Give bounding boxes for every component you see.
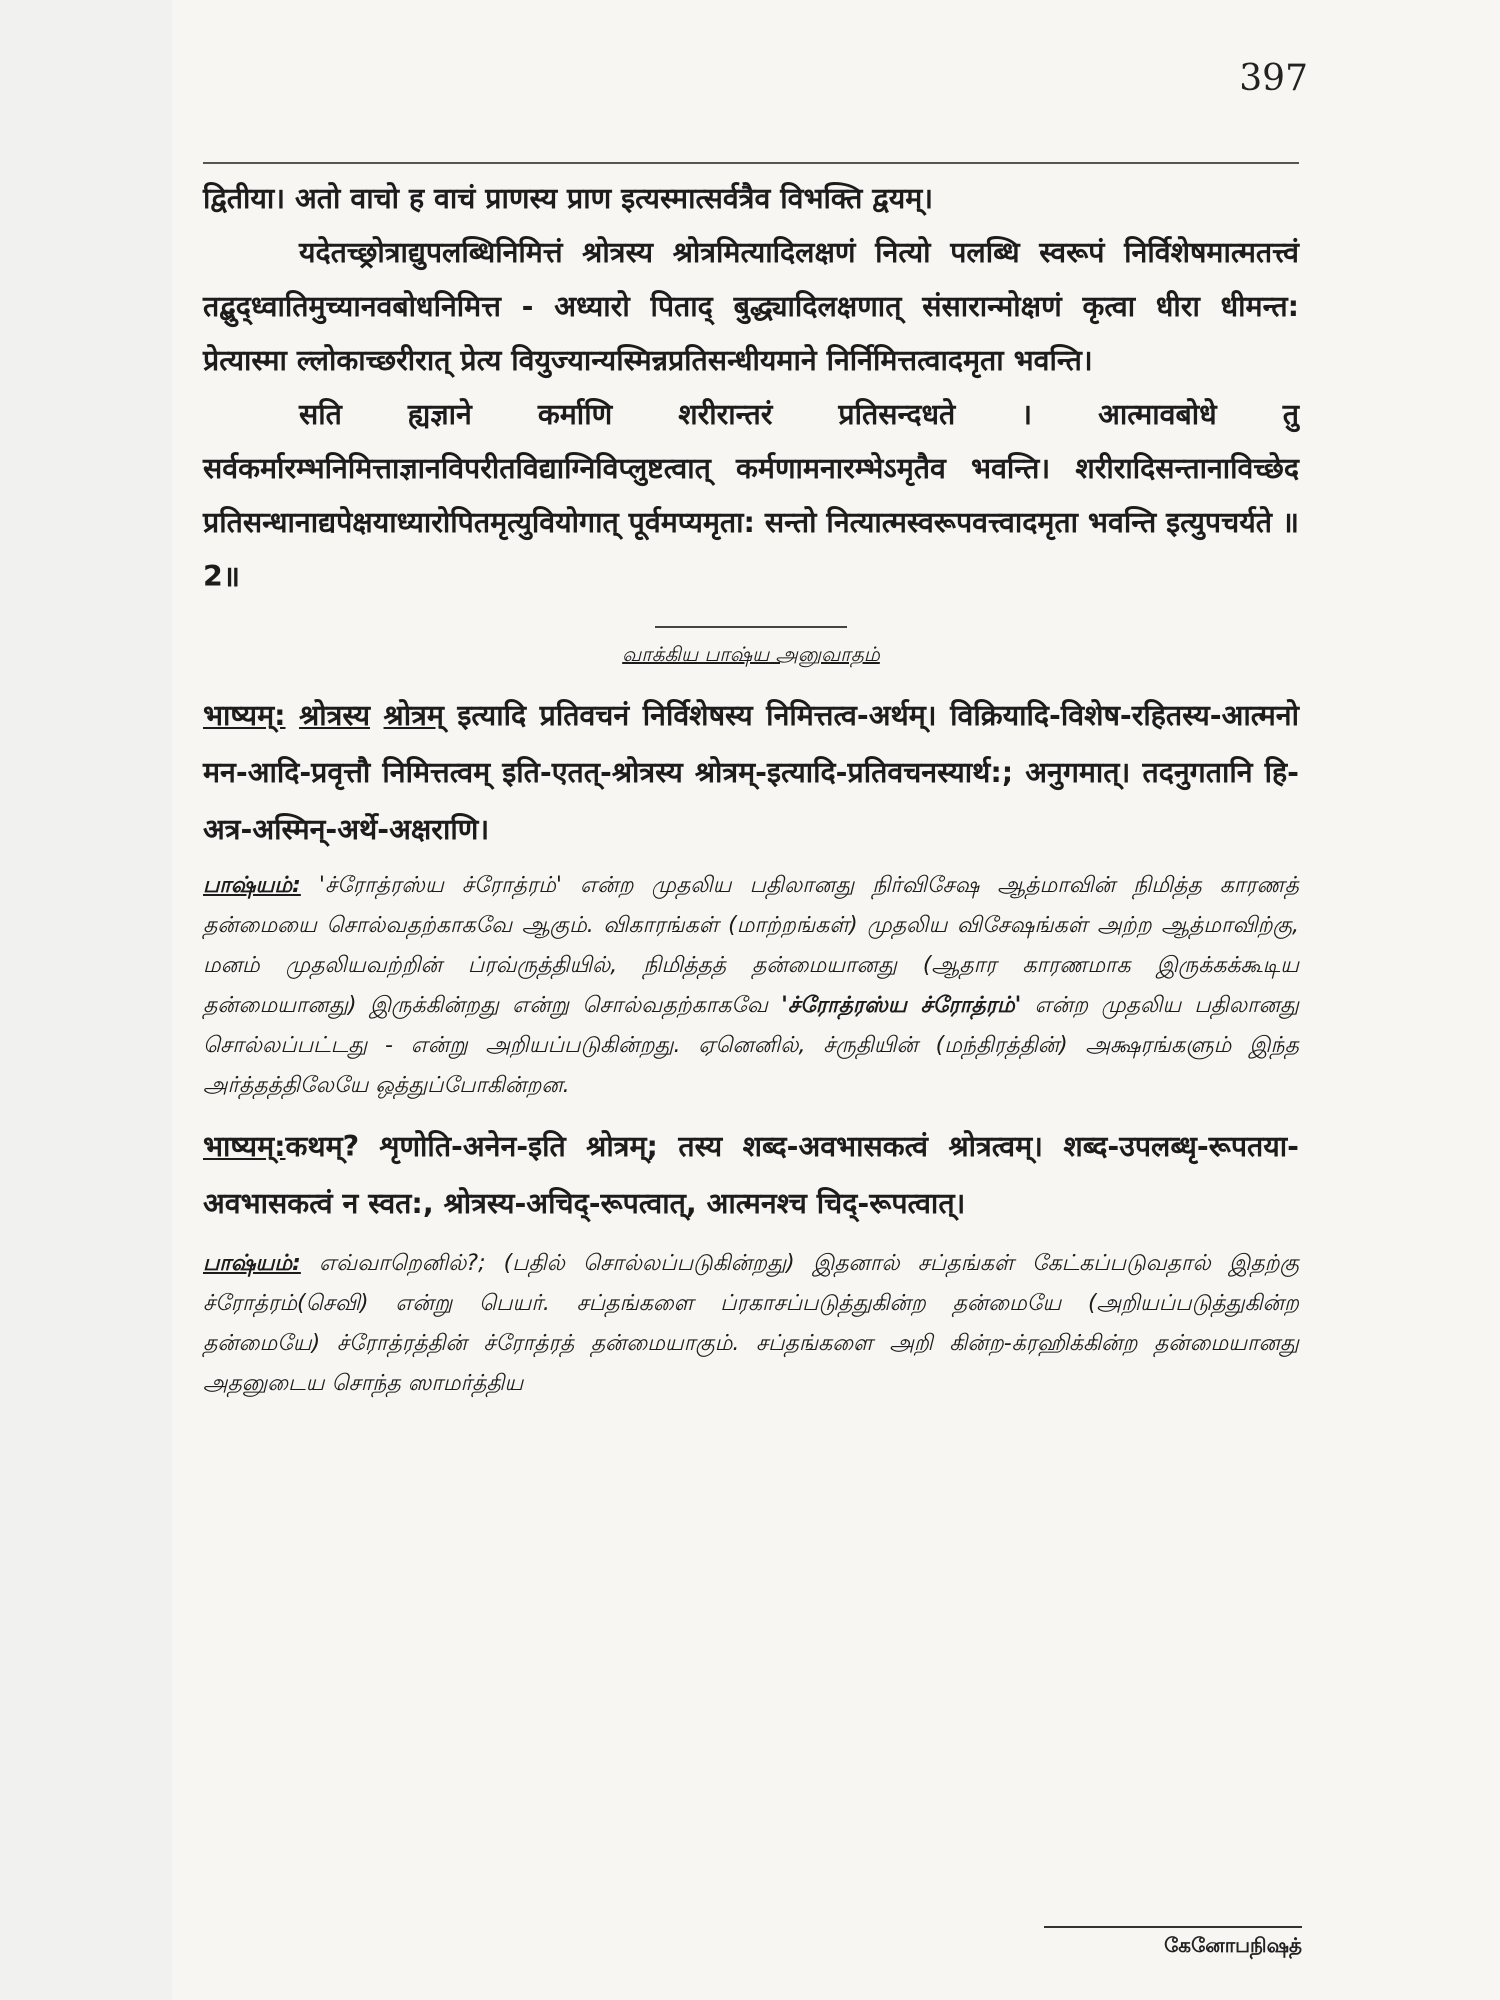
bhashya-label: भाष्यम्: xyxy=(203,699,286,732)
header-rule xyxy=(203,162,1299,164)
page-content xyxy=(203,172,1299,1404)
section-divider xyxy=(655,626,847,628)
page-number: 397 xyxy=(1239,58,1308,99)
underlined-word: श्रोत्रस्य xyxy=(299,699,370,732)
section-heading: வாக்கிய பாஷ்ய அனுவாதம் xyxy=(622,642,880,666)
tamil-text: என்ற முதலிய பதிலானது சொல்லப்பட்டது - என்று அறியப்படுகின்றது. ஏனெனில், ச்ருதியின் (மந்திரத்தின்) அக்ஷரங்களும் இந்த அர்த்தத்திலேயே ஒத்துப்போகின்றன. xyxy=(203,993,1299,1098)
sanskrit-paragraph: सति ह्यज्ञाने कर्माणि शरीरान्तरं प्रतिसन्दधते । आत्मावबोधे तु सर्वकर्मारम्भनिमित्ताज्ञानविपरीतविद्याग्निविप्लुष्टत्वात् कर्मणामनारम्भेऽमृतैव भवन्ति। शरीरादिसन्तानाविच्छेद प्रतिसन्धानाद्यपेक्षयाध्यारोपितमृत्युवियोगात् पूर्वमप्यमृता: सन्तो नित्यात्मस्वरूपवत्त्वादमृता भवन्ति इत्युपचर्यते ॥ 2॥ xyxy=(203,398,1299,593)
sanskrit-paragraph: यदेतच्छ्रोत्राद्युपलब्धिनिमित्तं श्रोत्रस्य श्रोत्रमित्यादिलक्षणं नित्यो पलब्धि स्वरूपं निर्विशेषमात्मतत्त्वं तद्बुद्ध्वातिमुच्यानवबोधनिमित्त - अध्यारो पिताद् बुद्ध्यादिलक्षणात् संसारान्मोक्षणं कृत्वा धीरा धीमन्त: प्रेत्यास्मा ल्लोकाच्छरीरात् प्रेत्य वियुज्यान्यस्मिन्नप्रतिसन्धीयमाने निर्निमित्तत्वादमृता भवन्ति। xyxy=(203,236,1299,377)
footer-title: கேனோபநிஷத் xyxy=(1164,1933,1302,1957)
page-left-margin xyxy=(0,0,172,2000)
underlined-word: श्रोत्रम् xyxy=(383,699,444,732)
tamil-bhashya-label: பாஷ்யம்: xyxy=(203,873,301,898)
bhashya-text: इत्यादि प्रतिवचनं निर्विशेषस्य निमित्तत्व-अर्थम्। विक्रियादि-विशेष-रहितस्य-आत्मनो मन-आदि-प्रवृत्तौ निमित्तत्वम् इति-एतत्-श्रोत्रस्य श्रोत्रम्-इत्यादि-प्रतिवचनस्यार्थ:; अनुगमात्। तदनुगतानि हि-अत्र-अस्मिन्-अर्थे-अक्षराणि। xyxy=(203,699,1299,846)
tamil-translation-block xyxy=(203,866,1299,1106)
footer-rule xyxy=(1044,1926,1302,1928)
tamil-bold-quote: 'ச்ரோத்ரஸ்ய ச்ரோத்ரம்' xyxy=(781,993,1022,1018)
tamil-text: 'ச்ரோத்ரஸ்ய ச்ரோத்ரம்' என்ற முதலிய பதிலானது நிர்விசேஷ ஆத்மாவின் நிமித்த காரணத் தன்மையை சொல்வதற்காகவே ஆகும். விகாரங்கள் (மாற்றங்கள்) முதலிய விசேஷங்கள் அற்ற ஆத்மாவிற்கு, மனம் முதலியவற்றின் ப்ரவ்ருத்தியில், நிமித்தத் தன்மையானது (ஆதார காரணமாக இருக்கக்கூடிய தன்மையானது) இருக்கின்றது என்று சொல்வதற்காகவே xyxy=(203,873,1299,1018)
tamil-bhashya-label: பாஷ்யம்: xyxy=(203,1251,301,1276)
bhashya-sanskrit-block xyxy=(203,687,1299,858)
bhashya-text: कथम्? शृणोति-अनेन-इति श्रोत्रम्; तस्य शब्द-अवभासकत्वं श्रोत्रत्वम्। शब्द-उपलब्धृ-रूपतया-अवभासकत्वं न स्वत:, श्रोत्रस्य-अचिद्-रूपत्वात्, आत्मनश्च चिद्-रूपत्वात्। xyxy=(203,1130,1299,1220)
tamil-translation-block xyxy=(203,1244,1299,1404)
sanskrit-line: द्वितीया। अतो वाचो ह वाचं प्राणस्य प्राण इत्यस्मात्सर्वत्रैव विभक्ति द्वयम्। xyxy=(203,182,934,215)
bhashya-sanskrit-block xyxy=(203,1118,1299,1232)
tamil-text: எவ்வாறெனில்?; (பதில் சொல்லப்படுகின்றது) இதனால் சப்தங்கள் கேட்கப்படுவதால் இதற்கு ச்ரோத்ரம்(செவி) என்று பெயர். சப்தங்களை ப்ரகாசப்படுத்துகின்ற தன்மையே (அறியப்படுத்துகின்ற தன்மையே) ச்ரோத்ரத்தின் ச்ரோத்ரத் தன்மையாகும். சப்தங்களை அறி கின்ற-க்ரஹிக்கின்ற தன்மையானது அதனுடைய சொந்த ஸாமர்த்திய xyxy=(203,1251,1299,1396)
bhashya-label: भाष्यम्: xyxy=(203,1130,286,1163)
